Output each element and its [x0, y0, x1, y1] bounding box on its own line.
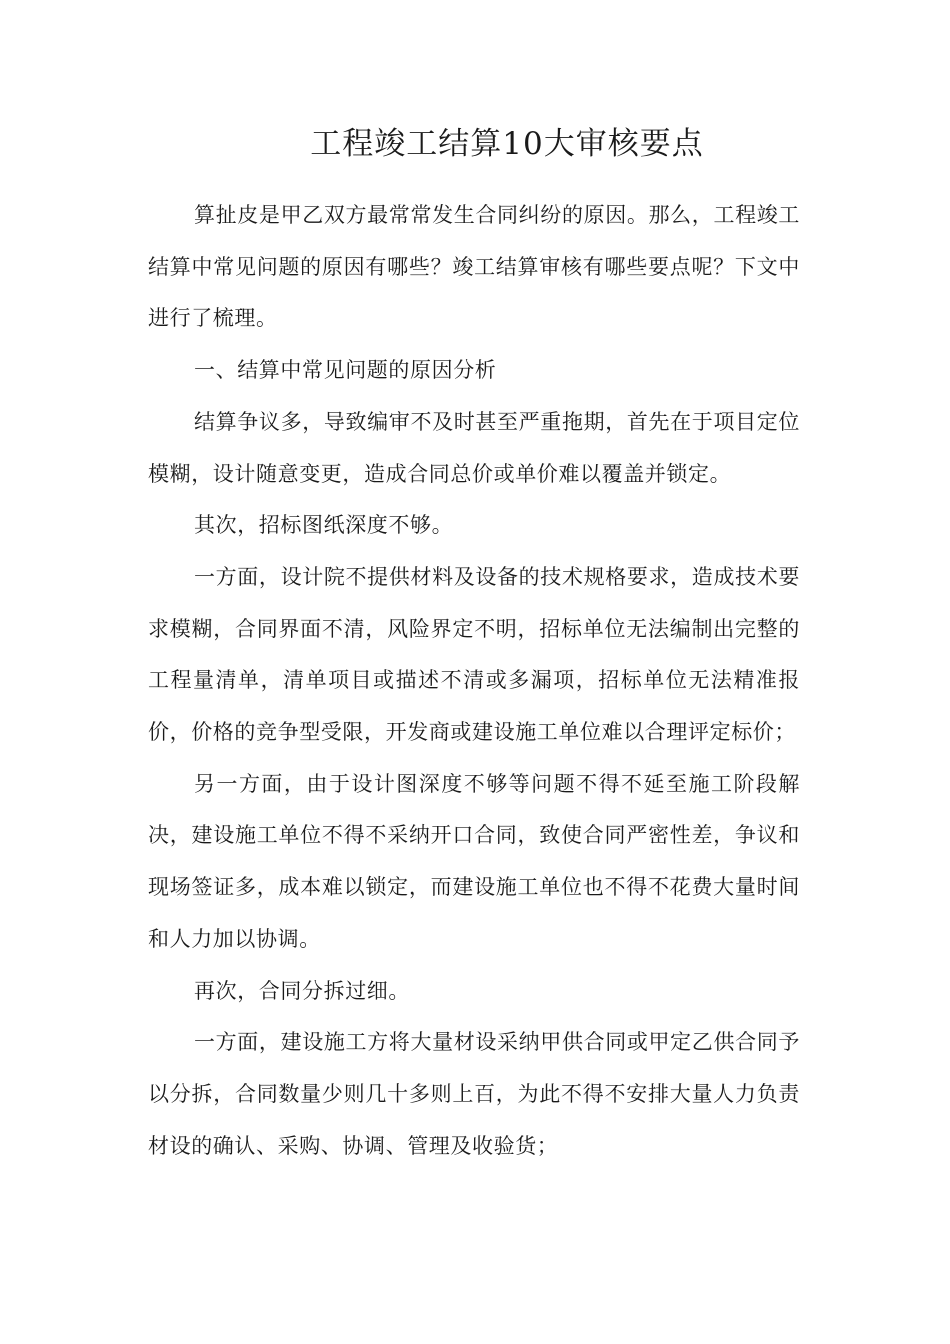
paragraph: 结算争议多，导致编审不及时甚至严重拖期，首先在于项目定位模糊，设计随意变更，造成合同总价或单价难以覆盖并锁定。 — [148, 409, 800, 486]
paragraph: 再次，合同分拆过细。 — [194, 978, 410, 1003]
document-title: 工程竣工结算10大审核要点 — [310, 126, 704, 162]
paragraph: 一方面，设计院不提供材料及设备的技术规格要求，造成技术要求模糊，合同界面不清，风险界定不明，招标单位无法编制出完整的工程量清单，清单项目或描述不清或多漏项，招标单位无法精准报价，价格的竞争型受限，开发商或建设施工单位难以合理评定标价； — [148, 564, 800, 745]
paragraph: 算扯皮是甲乙双方最常常发生合同纠纷的原因。那么，工程竣工结算中常见问题的原因有哪些？竣工结算审核有哪些要点呢？下文中进行了梳理。 — [148, 203, 800, 331]
paragraph: 其次，招标图纸深度不够。 — [194, 513, 454, 538]
paragraph: 一方面，建设施工方将大量材设采纳甲供合同或甲定乙供合同予以分拆，合同数量少则几十多则上百，为此不得不安排大量人力负责材设的确认、采购、协调、管理及收验货； — [148, 1030, 800, 1158]
paragraph: 另一方面，由于设计图深度不够等问题不得不延至施工阶段解决，建设施工单位不得不采纳开口合同，致使合同严密性差，争议和现场签证多，成本难以锁定，而建设施工单位也不得不花费大量时间和人力加以协调。 — [148, 771, 800, 951]
section-heading: 一、结算中常见问题的原因分析 — [194, 358, 497, 383]
document-body — [148, 190, 800, 1172]
